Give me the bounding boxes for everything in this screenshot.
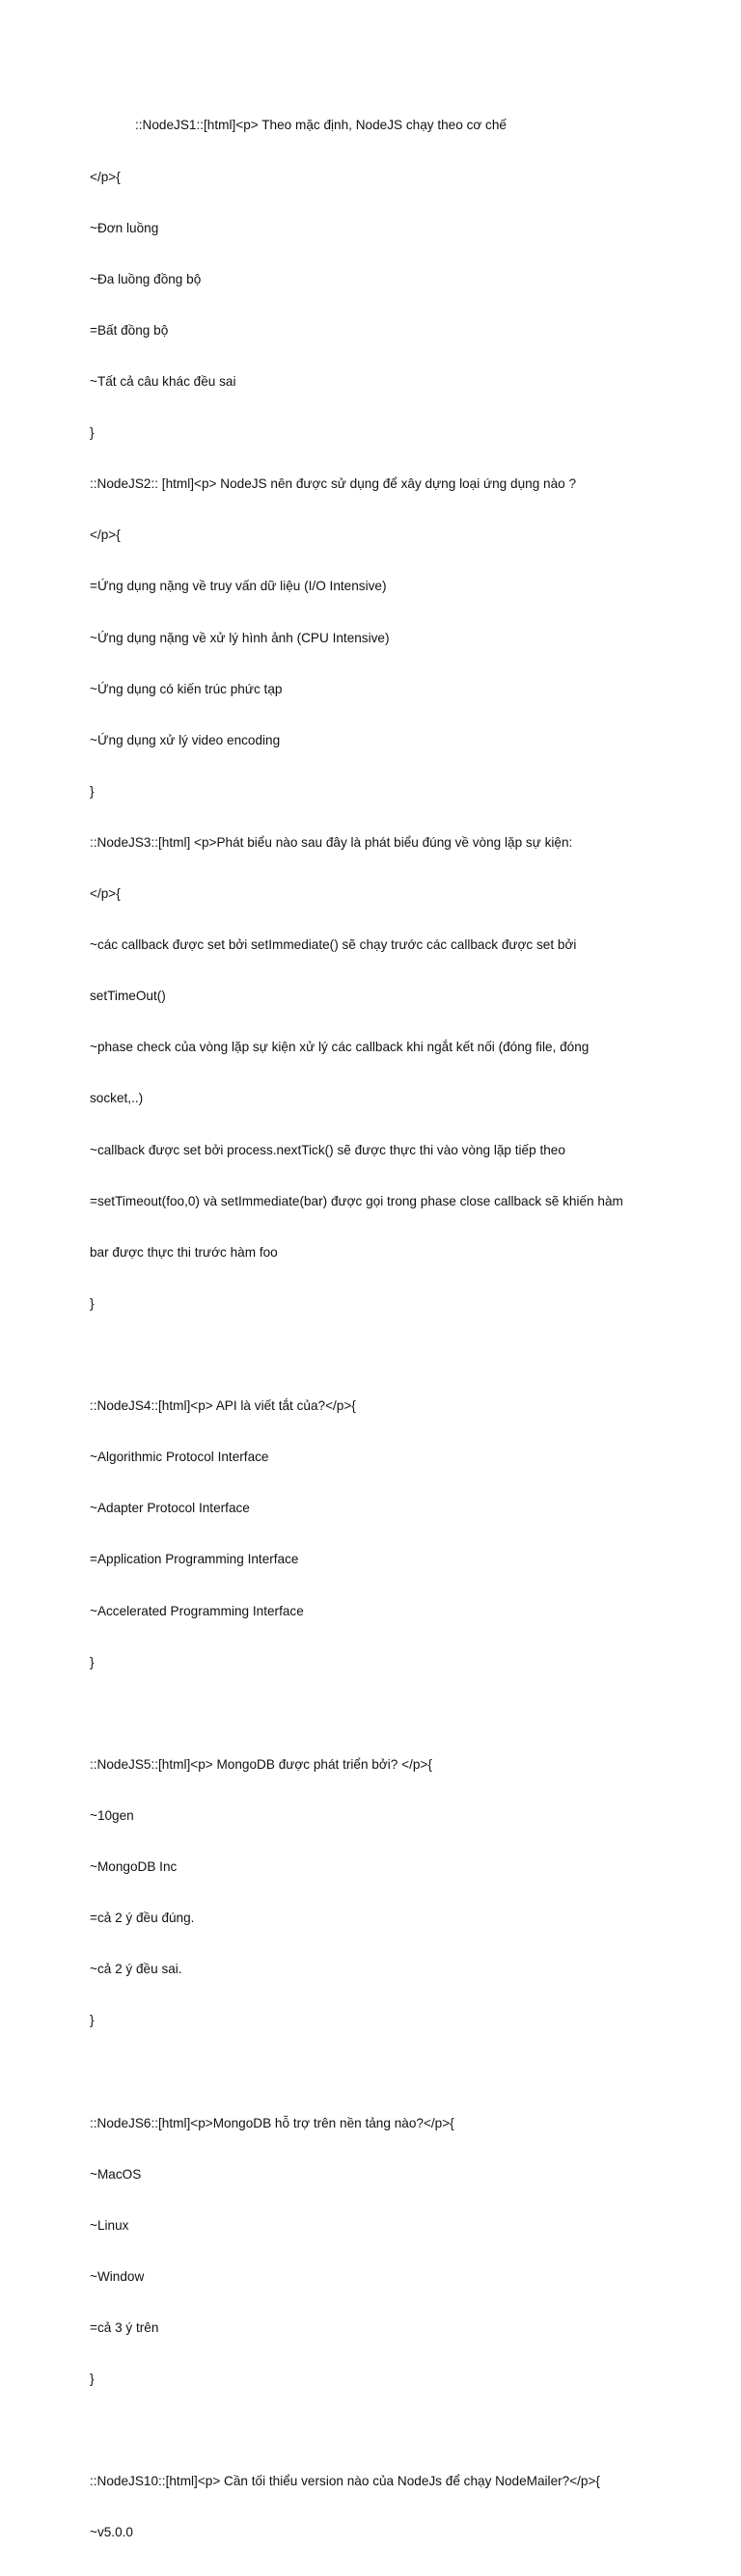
text-line: }	[90, 1654, 95, 1669]
text-line	[90, 2422, 659, 2439]
text-line: ::NodeJS5::[html]<p> MongoDB được phát triển bởi? </p>{	[90, 1756, 432, 1772]
text-line: =Application Programming Interface	[90, 1552, 299, 1567]
text-line: bar được thực thi trước hàm foo	[90, 1244, 278, 1260]
text-line: =Bất đồng bộ	[90, 322, 169, 338]
text-line: }	[90, 2372, 95, 2387]
text-line: }	[90, 425, 95, 441]
text-line: ~các callback được set bởi setImmediate() sẽ chạy trước các callback được set bởi	[90, 937, 577, 953]
text-line: ~Đa luồng đồng bộ	[90, 271, 202, 286]
text-line: setTimeOut()	[90, 989, 166, 1004]
text-line: ~cả 2 ý đều sai.	[90, 1962, 182, 1977]
text-line	[90, 1346, 659, 1364]
text-line: ~Ứng dụng nặng về xử lý hình ảnh (CPU Intensive)	[90, 630, 390, 645]
text-line: ~10gen	[90, 1807, 134, 1823]
text-line: ~MongoDB Inc	[90, 1859, 178, 1875]
text-line: ~Window	[90, 2268, 145, 2284]
text-line: ~MacOS	[90, 2166, 142, 2182]
text-line: ~Linux	[90, 2217, 129, 2233]
text-line: ~v5.0.0	[90, 2525, 133, 2540]
text-line: =setTimeout(foo,0) và setImmediate(bar) được gọi trong phase close callback sẽ khiến hàm	[90, 1193, 623, 1208]
text-line: }	[90, 1295, 95, 1311]
text-line: ~Ứng dụng có kiến trúc phức tạp	[90, 681, 283, 696]
text-line: socket,..)	[90, 1091, 144, 1106]
text-line: </p>{	[90, 528, 121, 543]
text-line: ::NodeJS1::[html]<p> Theo mặc định, NodeJS chạy theo cơ chế	[135, 118, 507, 133]
document-text	[90, 83, 659, 2576]
text-line: ::NodeJS3::[html] <p>Phát biểu nào sau đây là phát biểu đúng về vòng lặp sự kiện:	[90, 834, 573, 850]
text-line: ::NodeJS2:: [html]<p> NodeJS nên được sử dụng để xây dựng loại ứng dụng nào ?	[90, 476, 577, 492]
text-line: }	[90, 2013, 95, 2028]
text-line: ~Tất cả câu khác đều sai	[90, 373, 236, 389]
text-line: =cả 2 ý đều đúng.	[90, 1911, 195, 1926]
text-line	[90, 2064, 659, 2081]
text-line: ~Đơn luồng	[90, 220, 159, 235]
text-line: ~callback được set bởi process.nextTick() sẽ được thực thi vào vòng lặp tiếp theo	[90, 1142, 565, 1157]
text-line: ::NodeJS10::[html]<p> Cần tối thiểu version nào của NodeJs để chạy NodeMailer?</p>{	[90, 2474, 600, 2489]
text-line: ~Ứng dụng xử lý video encoding	[90, 732, 281, 747]
text-line: ~Adapter Protocol Interface	[90, 1501, 250, 1516]
text-line: ~phase check của vòng lặp sự kiện xử lý các callback khi ngắt kết nối (đóng file, đóng	[90, 1040, 590, 1055]
text-line: =cả 3 ý trên	[90, 2320, 159, 2336]
text-line: </p>{	[90, 886, 121, 902]
text-line: ~Accelerated Programming Interface	[90, 1603, 304, 1618]
text-line: =Ứng dụng nặng về truy vấn dữ liệu (I/O Intensive)	[90, 579, 387, 594]
text-line: }	[90, 783, 95, 799]
text-line: ~Algorithmic Protocol Interface	[90, 1450, 269, 1465]
text-line: ::NodeJS6::[html]<p>MongoDB hỗ trợ trên nền tảng nào?</p>{	[90, 2115, 454, 2130]
text-line: ::NodeJS4::[html]<p> API là viết tắt của?</p>{	[90, 1398, 356, 1414]
text-line	[90, 1705, 659, 1722]
text-line: </p>{	[90, 169, 121, 184]
